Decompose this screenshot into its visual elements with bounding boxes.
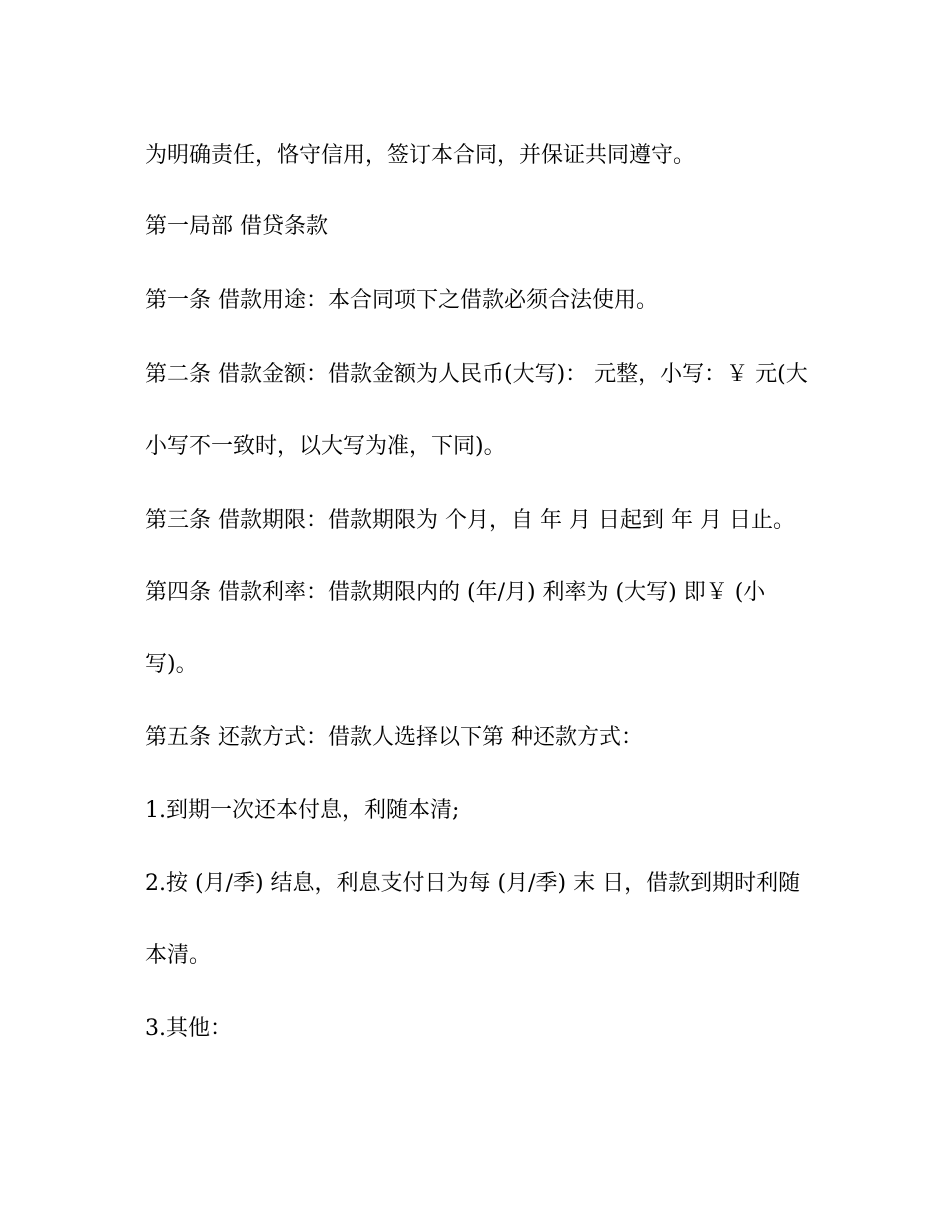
article-4-interest-rate: 第四条 借款利率：借款期限内的 (年/月) 利率为 (大写) 即￥ (小 — [145, 580, 766, 605]
paragraph-intro: 为明确责任，恪守信用，签订本合同，并保证共同遵守。 — [145, 143, 696, 168]
repayment-option-2-continued: 本清。 — [145, 943, 212, 968]
article-1-loan-purpose: 第一条 借款用途：本合同项下之借款必须合法使用。 — [145, 288, 658, 313]
article-3-loan-term: 第三条 借款期限：借款期限为 个月，自 年 月 日起到 年 月 日止。 — [145, 508, 795, 533]
section-heading-loan-terms: 第一局部 借贷条款 — [145, 214, 328, 239]
article-2-loan-amount: 第二条 借款金额：借款金额为人民币(大写)： 元整，小写：￥ 元(大 — [145, 362, 808, 387]
repayment-option-1: 1.到期一次还本付息，利随本清; — [145, 798, 460, 823]
repayment-option-3: 3.其他： — [145, 1016, 232, 1041]
repayment-option-2: 2.按 (月/季) 结息，利息支付日为每 (月/季) 末 日，借款到期时利随 — [145, 871, 801, 896]
article-4-interest-rate-continued: 写)。 — [145, 652, 198, 677]
article-5-repayment-method: 第五条 还款方式：借款人选择以下第 种还款方式： — [145, 725, 643, 750]
article-2-loan-amount-continued: 小写不一致时，以大写为准，下同)。 — [145, 434, 506, 459]
